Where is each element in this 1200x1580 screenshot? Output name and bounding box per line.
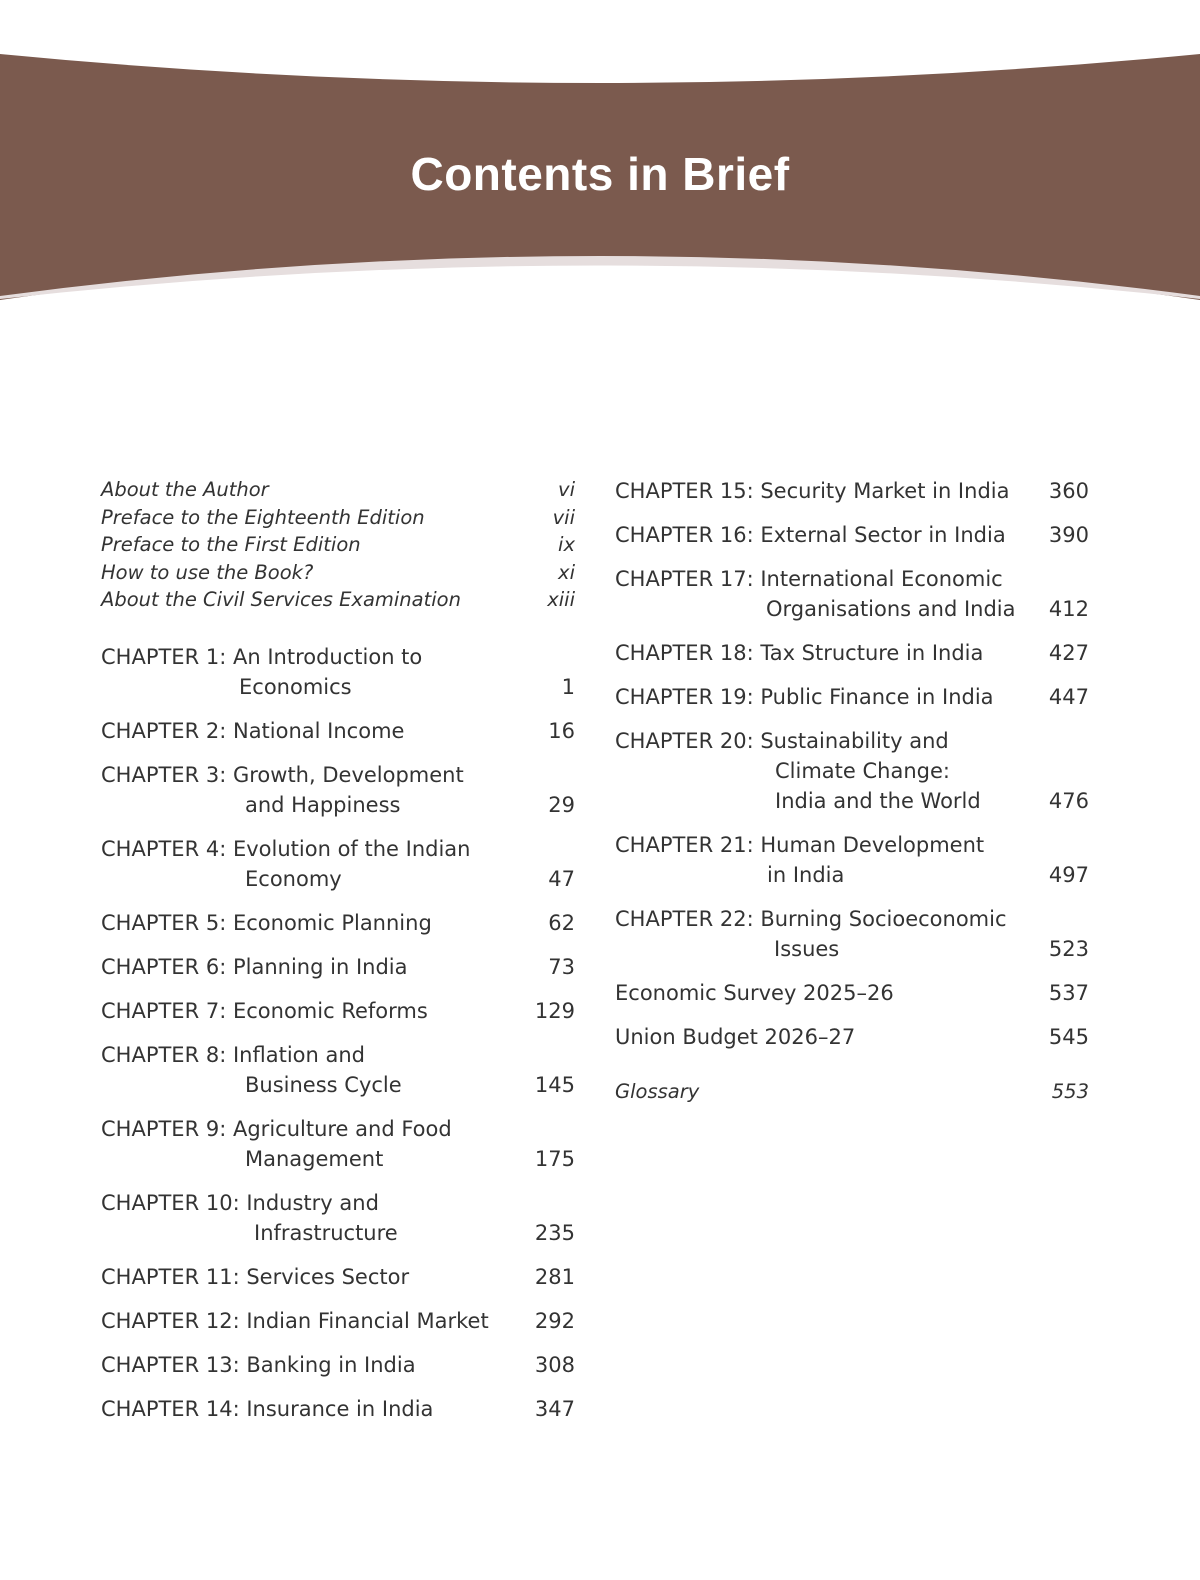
chapter-title: Human Development [760,833,985,857]
chapter-page: 347 [534,1396,575,1421]
chapter-page: 16 [548,718,575,743]
chapter-title: Economic Reforms [232,998,428,1023]
toc-entry[interactable] [615,978,1089,1008]
toc-entry[interactable] [101,531,575,559]
chapter-label: CHAPTER 4: [101,836,227,861]
entry-title: Economic Survey 2025–26 [615,981,894,1005]
chapter-entry[interactable] [101,1262,575,1292]
chapter-entry[interactable] [615,564,1089,624]
chapter-label: CHAPTER 13: [101,1352,240,1377]
chapter-entry[interactable] [101,952,575,982]
entry-page: 537 [1048,981,1089,1005]
chapter-entry[interactable] [615,682,1089,712]
chapter-title: Burning Socioeconomic [760,907,1007,931]
chapter-title: Industry and [246,1190,379,1215]
chapter-title: National Income [232,718,405,743]
chapter-label: CHAPTER 22: [615,907,754,931]
chapter-page: 73 [548,954,575,979]
entry-page: ix [558,533,575,556]
chapter-page: 1 [561,674,575,699]
chapter-label: CHAPTER 15: [615,479,754,503]
chapter-page: 427 [1048,641,1089,665]
chapter-page: 235 [534,1220,575,1245]
chapter-title: Planning in India [232,954,408,979]
chapter-label: CHAPTER 21: [615,833,754,857]
chapter-page: 390 [1048,523,1089,547]
chapter-title-cont: Economy [245,866,342,891]
chapter-entry[interactable] [101,996,575,1026]
chapter-label: CHAPTER 14: [101,1396,240,1421]
entry-title: Preface to the First Edition [101,533,361,556]
chapter-title: Tax Structure in India [760,641,984,665]
entry-page: vi [558,478,575,501]
chapter-title: Inflation and [232,1042,365,1067]
chapter-title: Insurance in India [246,1396,434,1421]
chapter-label: CHAPTER 7: [101,998,227,1023]
chapter-page: 62 [548,910,575,935]
chapter-entry[interactable] [101,908,575,938]
toc-entry[interactable] [101,586,575,614]
entry-page: 545 [1048,1025,1089,1049]
chapter-page: 476 [1048,789,1089,813]
front-matter-list [101,476,575,614]
toc-entry[interactable] [101,476,575,504]
entry-page: vii [552,505,575,529]
chapter-page: 308 [534,1352,575,1377]
chapter-page: 523 [1048,937,1089,961]
chapter-list-left [101,642,575,1424]
chapter-label: CHAPTER 20: [615,729,754,753]
chapter-title: Services Sector [246,1264,410,1289]
chapter-page: 29 [548,792,575,817]
chapter-entry[interactable] [615,638,1089,668]
glossary-entry[interactable] [615,1078,1089,1106]
chapter-title: An Introduction to [232,644,423,669]
chapter-entry[interactable] [101,760,575,820]
chapter-title-cont: Issues [774,937,840,961]
chapter-entry[interactable] [101,834,575,894]
chapter-label: CHAPTER 10: [101,1190,240,1215]
entry-title: About the Civil Services Examination [101,588,461,611]
entry-page: xi [558,560,575,584]
chapter-title-cont: India and the World [775,789,981,813]
chapter-label: CHAPTER 17: [615,567,754,591]
chapter-label: CHAPTER 6: [101,954,227,979]
chapter-title: Growth, Development [232,762,464,787]
chapter-entry[interactable] [101,1306,575,1336]
chapter-label: CHAPTER 19: [615,685,754,709]
chapter-title: Sustainability and [760,729,949,753]
chapter-title: Banking in India [246,1352,416,1377]
chapter-label: CHAPTER 9: [101,1116,227,1141]
chapter-list-right [615,476,1089,964]
back-matter-list [615,978,1089,1052]
chapter-label: CHAPTER 2: [101,718,227,743]
chapter-label: CHAPTER 16: [615,523,754,547]
chapter-page: 497 [1048,863,1089,887]
chapter-title-cont: and Happiness [245,792,401,817]
chapter-title: Evolution of the Indian [232,836,471,861]
chapter-page: 360 [1048,479,1089,503]
chapter-title: External Sector in India [760,523,1006,547]
chapter-page: 412 [1048,597,1089,621]
chapter-label: CHAPTER 5: [101,910,227,935]
chapter-title-cont: Business Cycle [245,1072,402,1097]
chapter-title-cont: Economics [239,674,352,699]
entry-title: About the Author [101,478,269,501]
chapter-entry[interactable] [101,1040,575,1100]
entry-page: 553 [1051,1080,1089,1103]
chapter-page: 47 [548,866,575,891]
toc-entry[interactable] [101,504,575,532]
chapter-page: 175 [534,1146,575,1171]
page-title: Contents in Brief [410,148,790,200]
chapter-title-cont: Organisations and India [766,597,1016,621]
chapter-title: Security Market in India [760,479,1010,503]
chapter-page: 281 [534,1264,575,1289]
toc-left-column [101,476,575,1438]
chapter-label: CHAPTER 18: [615,641,754,665]
chapter-title-cont: in India [767,863,845,887]
chapter-title: Agriculture and Food [232,1116,452,1141]
chapter-entry[interactable] [101,1394,575,1424]
chapter-entry[interactable] [615,830,1089,890]
entry-title: How to use the Book? [101,560,314,584]
chapter-entry[interactable] [101,1114,575,1174]
chapter-label: CHAPTER 11: [101,1264,240,1289]
chapter-entry[interactable] [101,642,575,702]
chapter-label: CHAPTER 3: [101,762,227,787]
chapter-entry[interactable] [615,476,1089,506]
entry-title: Glossary [615,1080,700,1103]
entry-title: Preface to the Eighteenth Edition [101,505,425,529]
chapter-title-cont: Infrastructure [254,1220,398,1245]
chapter-entry[interactable] [101,716,575,746]
chapter-entry[interactable] [615,904,1089,964]
chapter-entry[interactable] [101,1188,575,1248]
chapter-page: 292 [534,1308,575,1333]
toc-right-column [615,476,1089,1106]
chapter-label: CHAPTER 8: [101,1042,227,1067]
chapter-entry[interactable] [615,520,1089,550]
toc-entry[interactable] [101,559,575,587]
chapter-entry[interactable] [615,726,1089,816]
chapter-title: International Economic [760,567,1003,591]
chapter-label: CHAPTER 1: [101,644,227,669]
chapter-page: 129 [534,998,575,1023]
chapter-page: 447 [1048,685,1089,709]
entry-page: xiii [547,588,575,611]
entry-title: Union Budget 2026–27 [615,1025,856,1049]
chapter-title: Indian Financial Market [246,1308,489,1333]
chapter-title: Economic Planning [232,910,432,935]
chapter-title: Public Finance in India [760,685,994,709]
chapter-page: 145 [534,1072,575,1097]
chapter-title-cont: Climate Change: [775,759,950,783]
chapter-label: CHAPTER 12: [101,1308,240,1333]
chapter-title-cont: Management [245,1146,384,1171]
toc-entry[interactable] [615,1022,1089,1052]
chapter-entry[interactable] [101,1350,575,1380]
